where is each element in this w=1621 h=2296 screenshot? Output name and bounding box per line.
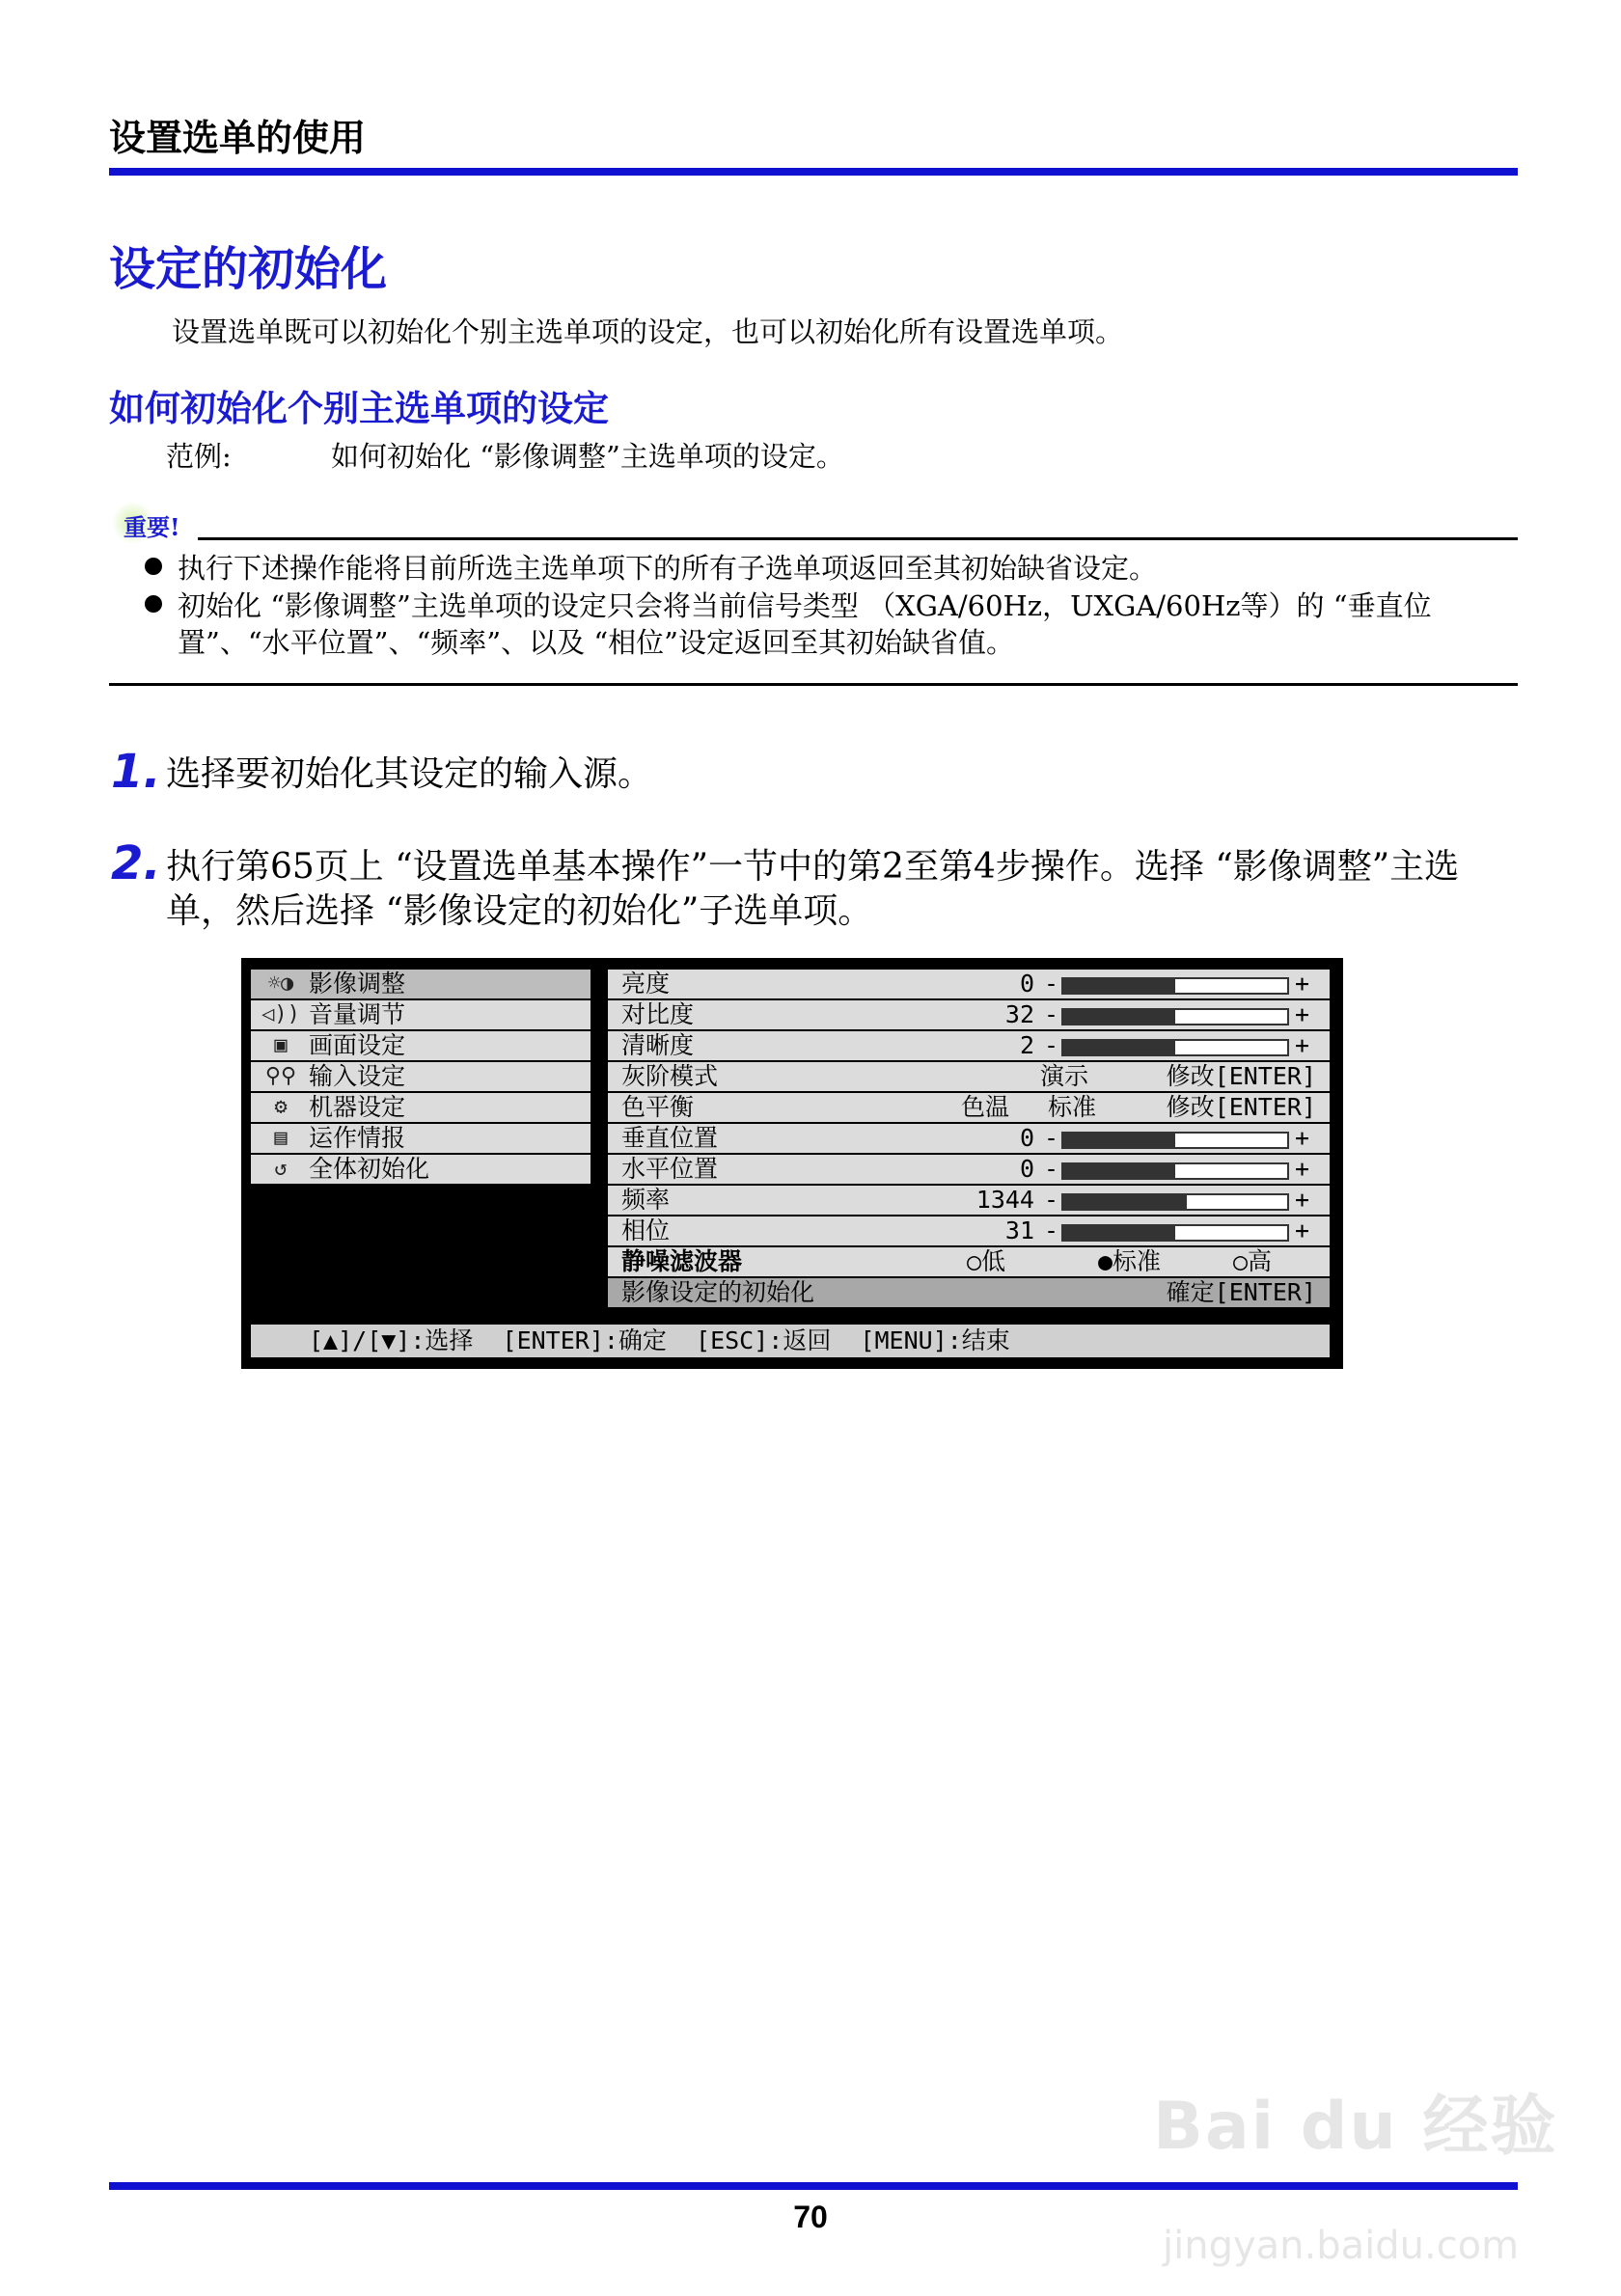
- v-position-slider[interactable]: [1061, 1132, 1289, 1149]
- main-menu-label: 音量调节: [309, 1000, 406, 1028]
- main-menu-item-volume[interactable]: [251, 1000, 591, 1029]
- plus-icon: +: [1295, 1155, 1310, 1183]
- step-2-text: 执行第65页上 “设置选单基本操作”一节中的第2至第4步操作。选择 “影像调整”主选单，然后选择 “影像设定的初始化”子选单项。: [166, 847, 1460, 931]
- sub-item-label: 对比度: [621, 1000, 695, 1028]
- main-menu-item-reset-all[interactable]: [251, 1155, 591, 1184]
- sub-item-value: 32: [1004, 1000, 1034, 1028]
- main-menu-item-image-adjust[interactable]: [251, 970, 591, 998]
- modify-enter-button[interactable]: 修改[ENTER]: [1166, 1093, 1316, 1121]
- baidu-watermark-logo: Bai du 经验: [1153, 2089, 1558, 2165]
- brightness-slider[interactable]: [1061, 977, 1289, 995]
- main-menu-label: 全体初始化: [309, 1155, 430, 1183]
- main-menu-item-device[interactable]: [251, 1093, 591, 1122]
- important-rule-bottom: [109, 683, 1518, 686]
- minus-icon: -: [1044, 1031, 1059, 1059]
- contrast-slider[interactable]: [1061, 1008, 1289, 1025]
- sub-item-value-1: 色温: [961, 1093, 1010, 1121]
- main-menu-item-input[interactable]: [251, 1062, 591, 1091]
- sub-item-color-balance[interactable]: [608, 1093, 1330, 1122]
- slider-fill: [1063, 1226, 1175, 1240]
- sub-item-label: 垂直位置: [621, 1124, 719, 1152]
- subsection-title: 如何初始化个别主选单项的设定: [109, 388, 609, 429]
- section-title: 设定的初始化: [109, 242, 388, 296]
- noise-filter-standard-radio[interactable]: ●标准: [1098, 1247, 1162, 1275]
- sub-item-value: 0: [1019, 970, 1034, 998]
- sub-item-label: 灰阶模式: [621, 1062, 719, 1090]
- plus-icon: +: [1295, 1216, 1310, 1244]
- header-rule: [109, 168, 1518, 176]
- phase-slider[interactable]: [1061, 1224, 1289, 1242]
- example-label: 范例:: [166, 440, 232, 473]
- screen-icon: ▣: [274, 1033, 288, 1057]
- main-menu-label: 画面设定: [309, 1031, 406, 1059]
- header-title: 设置选单的使用: [109, 117, 367, 159]
- example-text: 如何初始化 “影像调整”主选单项的设定。: [331, 440, 844, 473]
- plus-icon: +: [1295, 970, 1310, 998]
- sub-item-value: 演示: [1040, 1062, 1089, 1090]
- sub-item-brightness[interactable]: [608, 970, 1330, 998]
- sub-item-label: 水平位置: [621, 1155, 719, 1183]
- main-menu-label: 影像调整: [309, 970, 406, 998]
- sub-item-label: 静噪滤波器: [621, 1247, 743, 1275]
- slider-fill: [1063, 1164, 1175, 1178]
- main-menu-label: 输入设定: [309, 1062, 406, 1090]
- plus-icon: +: [1295, 1000, 1310, 1028]
- baidu-watermark-url: jingyan.baidu.com: [1163, 2224, 1520, 2268]
- minus-icon: -: [1044, 1186, 1059, 1214]
- sub-item-v-position[interactable]: [608, 1124, 1330, 1153]
- sub-item-label: 频率: [621, 1186, 671, 1214]
- sub-item-image-init[interactable]: [608, 1278, 1330, 1307]
- modify-enter-button[interactable]: 修改[ENTER]: [1166, 1062, 1316, 1090]
- sub-item-value: 0: [1019, 1155, 1034, 1183]
- tools-icon: ⚙: [274, 1095, 288, 1119]
- slider-fill: [1063, 1134, 1175, 1147]
- sub-item-label: 清晰度: [621, 1031, 695, 1059]
- main-menu-label: 机器设定: [309, 1093, 406, 1121]
- h-position-slider[interactable]: [1061, 1162, 1289, 1180]
- important-rule-top: [198, 537, 1518, 540]
- slider-fill: [1063, 1041, 1175, 1054]
- sub-item-value: 2: [1019, 1031, 1034, 1059]
- bullet-text: 初始化 “影像调整”主选单项的设定只会将当前信号类型 （XGA/60Hz，UXGA/60Hz等）的 “垂直位置”、“水平位置”、“频率”、以及 “相位”设定返回至其初始缺省值。: [178, 589, 1432, 659]
- sub-item-label: 相位: [621, 1216, 671, 1244]
- main-menu-item-screen[interactable]: [251, 1031, 591, 1060]
- setup-menu-screenshot: [241, 958, 1343, 1369]
- main-menu-item-info[interactable]: [251, 1124, 591, 1153]
- plus-icon: +: [1295, 1186, 1310, 1214]
- sub-item-contrast[interactable]: [608, 1000, 1330, 1029]
- minus-icon: -: [1044, 1000, 1059, 1028]
- sub-item-frequency[interactable]: [608, 1186, 1330, 1215]
- page-number: 70: [793, 2200, 828, 2234]
- sub-menu: [608, 970, 1330, 1309]
- main-menu-label: 运作情报: [309, 1124, 406, 1152]
- footer-rule: [109, 2182, 1518, 2190]
- sub-item-label: 影像设定的初始化: [621, 1278, 815, 1306]
- step-1-text: 选择要初始化其设定的输入源。: [166, 754, 653, 794]
- plus-icon: +: [1295, 1124, 1310, 1152]
- section-intro: 设置选单既可以初始化个别主选单项的设定，也可以初始化所有设置选单项。: [172, 315, 1124, 348]
- sharpness-slider[interactable]: [1061, 1039, 1289, 1056]
- minus-icon: -: [1044, 1155, 1059, 1183]
- noise-filter-high-radio[interactable]: ○高: [1233, 1247, 1273, 1275]
- frequency-slider[interactable]: [1061, 1193, 1289, 1211]
- bullet-dot-icon: [145, 595, 162, 613]
- noise-filter-low-radio[interactable]: ○低: [967, 1247, 1006, 1275]
- footer-hint-text: [▲]/[▼]:选择 [ENTER]:确定 [ESC]:返回 [MENU]:结束: [309, 1326, 1010, 1354]
- sub-item-value: 31: [1004, 1216, 1034, 1244]
- speaker-icon: ◁)): [261, 1002, 300, 1026]
- sub-item-h-position[interactable]: [608, 1155, 1330, 1184]
- info-icon: ▤: [274, 1126, 288, 1150]
- reset-icon: ↺: [274, 1157, 288, 1181]
- bullet-text: 执行下述操作能将目前所选主选单项下的所有子选单项返回至其初始缺省设定。: [178, 552, 1158, 585]
- sub-item-value: 0: [1019, 1124, 1034, 1152]
- sub-item-label: 亮度: [621, 970, 671, 998]
- slider-fill: [1063, 1195, 1187, 1209]
- step-2-number: 2.: [111, 836, 161, 890]
- sub-item-label: 色平衡: [621, 1093, 695, 1121]
- minus-icon: -: [1044, 1216, 1059, 1244]
- important-label: 重要!: [124, 513, 180, 541]
- confirm-enter-button[interactable]: 確定[ENTER]: [1166, 1278, 1316, 1306]
- sub-item-phase[interactable]: [608, 1216, 1330, 1245]
- sub-item-noise-filter[interactable]: [608, 1247, 1330, 1276]
- sub-item-color-mode[interactable]: [608, 1062, 1330, 1091]
- main-menu: [251, 970, 591, 1186]
- slider-fill: [1063, 979, 1175, 993]
- minus-icon: -: [1044, 970, 1059, 998]
- slider-fill: [1063, 1010, 1175, 1024]
- sub-item-value-2: 标准: [1048, 1093, 1097, 1121]
- menu-footer-hints: [251, 1325, 1330, 1357]
- sub-item-value: 1344: [975, 1186, 1034, 1214]
- plus-icon: +: [1295, 1031, 1310, 1059]
- minus-icon: -: [1044, 1124, 1059, 1152]
- step-1-number: 1.: [111, 745, 161, 799]
- bullet-dot-icon: [145, 558, 162, 575]
- input-icon: ⚲⚲: [264, 1064, 297, 1088]
- image-adjust-icon: ☼◑: [267, 971, 294, 996]
- sub-item-sharpness[interactable]: [608, 1031, 1330, 1060]
